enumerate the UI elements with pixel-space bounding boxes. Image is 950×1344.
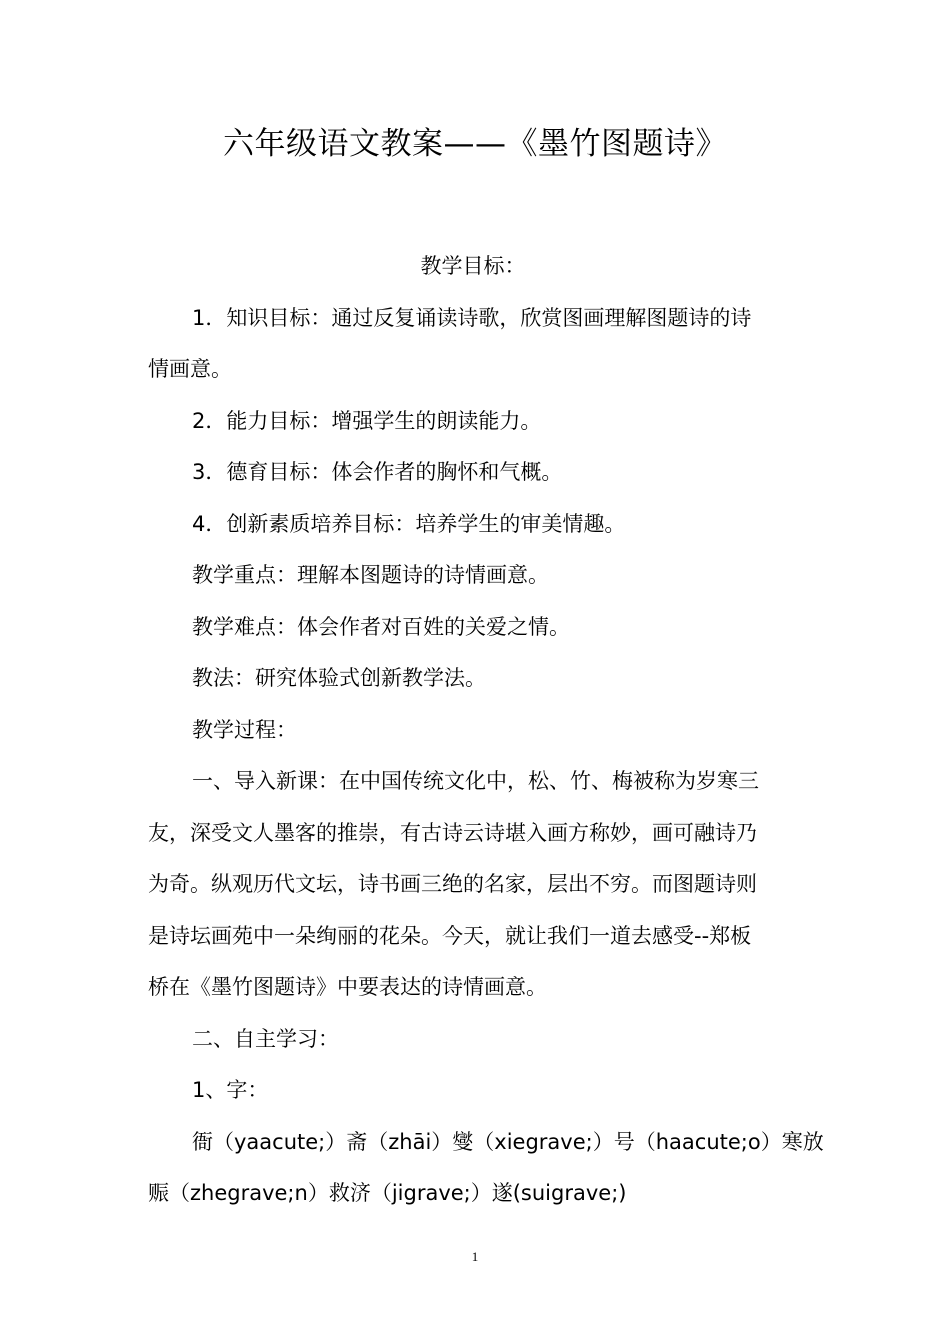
objective-2: 2．能力目标：增强学生的朗读能力。 bbox=[192, 408, 542, 433]
objective-1-line-1: 1．知识目标：通过反复诵读诗歌，欣赏图画理解图题诗的诗 bbox=[192, 305, 752, 330]
intro-paragraph-line-5: 桥在《墨竹图题诗》中要表达的诗情画意。 bbox=[148, 975, 547, 999]
intro-paragraph-line-1: 一、导入新课：在中国传统文化中，松、竹、梅被称为岁寒三 bbox=[192, 769, 759, 793]
self-study-heading: 二、自主学习： bbox=[192, 1026, 339, 1051]
page-number: 1 bbox=[471, 1249, 479, 1264]
key-point: 教学重点：理解本图题诗的诗情画意。 bbox=[192, 563, 549, 587]
characters-line-2: 赈（zhegrave;n）救济（jigrave;）遂(suigrave;) bbox=[148, 1181, 627, 1205]
intro-paragraph-line-3: 为奇。纵观历代文坛，诗书画三绝的名家，层出不穷。而图题诗则 bbox=[148, 872, 757, 896]
objective-1-line-2: 情画意。 bbox=[148, 357, 232, 381]
characters-line-1: 衙（yaacute;）斋（zhāi）燮（xiegrave;）号（haacute;o）寒放 bbox=[192, 1129, 824, 1154]
objective-3: 3．德育目标：体会作者的胸怀和气概。 bbox=[192, 460, 563, 484]
objectives-heading: 教学目标： bbox=[420, 254, 526, 278]
intro-paragraph-line-2: 友，深受文人墨客的推崇，有古诗云诗堪入画方称妙，画可融诗乃 bbox=[148, 820, 757, 845]
characters-heading: 1、字： bbox=[192, 1078, 269, 1102]
document-body bbox=[148, 241, 824, 1220]
process-heading: 教学过程： bbox=[192, 717, 297, 742]
document-title: 六年级语文教案——《墨竹图题诗》 bbox=[223, 126, 727, 162]
intro-paragraph-line-4: 是诗坛画苑中一朵绚丽的花朵。今天，就让我们一道去感受--郑板 bbox=[148, 923, 752, 948]
difficulty: 教学难点：体会作者对百姓的关爱之情。 bbox=[192, 614, 570, 639]
teaching-method: 教法：研究体验式创新教学法。 bbox=[192, 666, 486, 690]
objective-4: 4．创新素质培养目标：培养学生的审美情趣。 bbox=[192, 511, 626, 536]
